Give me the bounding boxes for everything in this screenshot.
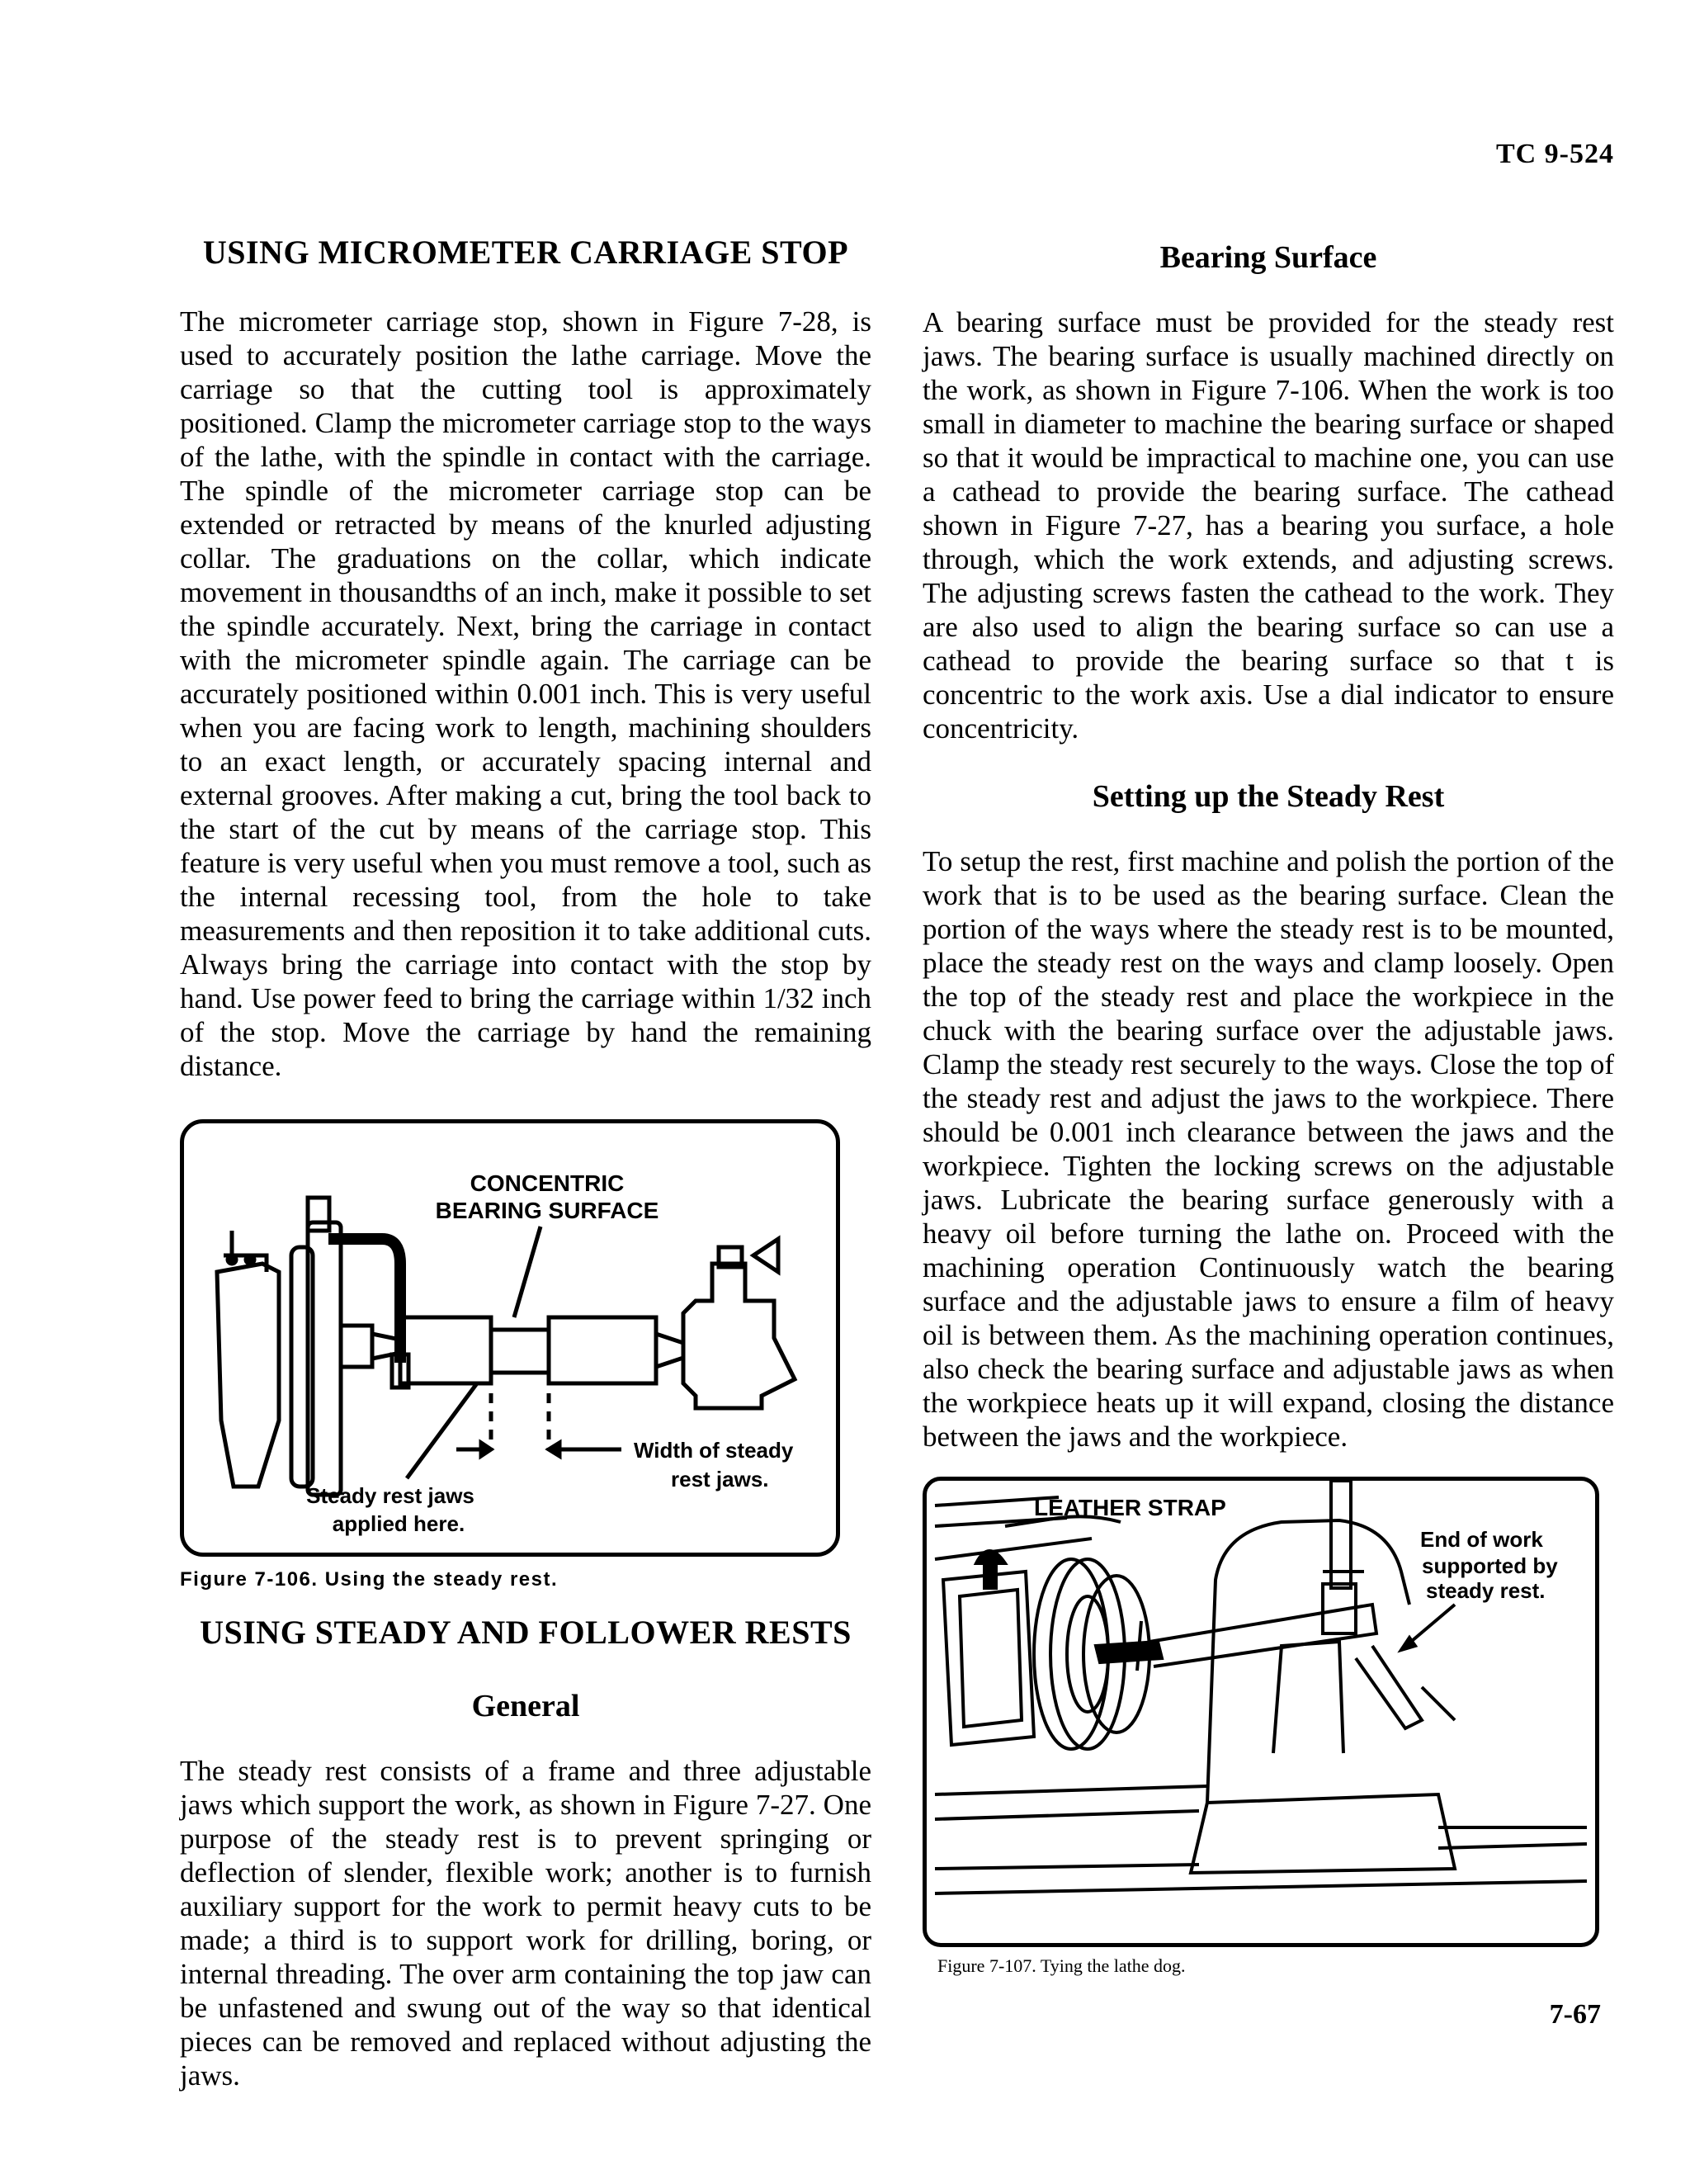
right-column [923,233,1614,1977]
label-end-of-work-line2: supported by [1422,1553,1558,1578]
subheading-bearing-surface: Bearing Surface [1159,240,1377,275]
subheading-general: General [471,1689,580,1723]
page-number: 7-67 [1549,1999,1601,2030]
paragraph-setting-up-steady-rest: To setup the rest, first machine and polish the portion of the work that is to be used as the bearing surface. Clean the portion of the ways where the steady rest is to be mounted, place the steady rest on the ways and clamp loosely. Open the top of the steady rest and place the workpiece in the chuck with the bearing surface over the adjustable jaws. Clamp the steady rest securely to the ways. Close the top of the steady rest and adjust the jaws to the workpiece. There should be 0.001 inch clearance between the jaws and the workpiece. Tighten the locking screws on the adjustable jaws. Lubricate the bearing surface generously with a heavy oil before turning the lathe on. Proceed with the machining operation Continuously watch the bearing surface and the adjustable jaws to ensure a film of heavy oil is between them. As the machining operation continues, also check the bearing surface and adjustable jaws as when the workpiece heats up it will expand, closing the distance between the jaws and the workpiece. [923,845,1614,1453]
paragraph-micrometer-carriage-stop: The micrometer carriage stop, shown in Figure 7-28, is used to accurately position the lathe carriage. Move the carriage so that the cutting tool is approximately positioned. Clamp the micrometer carriage stop to the ways of the lathe, with the spindle in contact with the carriage. The spindle of the micrometer carriage stop can be extended or retracted by means of the knurled adjusting collar. The graduations on the collar, which indicate movement in thousandths of an inch, make it possible to set the spindle accurately. Next, bring the carriage in contact with the micrometer spindle again. The carriage can be accurately positioned within 0.001 inch. This is very useful when you are facing work to length, machining shoulders to an exact length, or accurately spacing internal and external grooves. After making a cut, bring the tool back to the start of the cut by means of the carriage stop. This feature is very useful when you must remove a tool, such as the internal recessing tool, from the hole to take measurements and then reposition it to take additional cuts. Always bring the carriage into contact with the stop by hand. Use power feed to bring the carriage within 1/32 inch of the stop. Move the carriage by hand the remaining distance. [180,305,871,1082]
label-width-line1: Width of steady [634,1438,794,1463]
left-column [180,233,871,2092]
label-concentric-line2: BEARING SURFACE [435,1198,659,1223]
label-leather-strap: LEATHER STRAP [1034,1495,1226,1520]
label-jaws-line2: applied here. [332,1511,465,1536]
paragraph-general: The steady rest consists of a frame and three adjustable jaws which support the work, as shown in Figure 7-27. One purpose of the steady rest is to prevent springing or deflection of slender, flexible work; another is to furnish auxiliary support for the work to permit heavy cuts to be made; a third is to support work for drilling, boring, or internal threading. The over arm containing the top jaw can be unfastened and swung out of the way so that identical pieces can be removed and replaced without adjusting the jaws. [180,1755,871,2092]
figure-7-107 [923,1477,1599,1947]
lathe-dog-diagram [927,1481,1595,1943]
heading-micrometer-carriage-stop: USING MICROMETER CARRIAGE STOP [202,234,849,271]
label-jaws-line1: Steady rest jaws [306,1483,474,1508]
figure-7-106-caption: Figure 7-106. Using the steady rest. [180,1568,559,1591]
paragraph-bearing-surface: A bearing surface must be provided for the steady rest jaws. The bearing surface is usually machined directly on the work, as shown in Figure 7-106. When the work is too small in diameter to machine the bearing surface or shaped so that it would be impractical to machine one, you can use a cathead to provide the bearing surface. The cathead shown in Figure 7-27, has a bearing you surface, a hole through, which the work extends, and adjusting screws. The adjusting screws fasten the cathead to the work. They are also used to align the bearing surface so can use a cathead to provide the bearing surface so that t is concentric to the work axis. Use a dial indicator to ensure concentricity. [923,306,1614,745]
figure-7-107-caption: Figure 7-107. Tying the lathe dog. [937,1955,1186,1976]
label-width-line2: rest jaws. [671,1467,769,1491]
label-concentric-line1: CONCENTRIC [470,1170,625,1196]
label-end-of-work-line1: End of work [1420,1527,1543,1552]
label-end-of-work-line3: steady rest. [1426,1578,1546,1603]
heading-steady-follower-rests: USING STEADY AND FOLLOWER RESTS [200,1614,852,1651]
steady-rest-diagram [184,1123,836,1553]
subheading-setting-up-steady-rest: Setting up the Steady Rest [1092,779,1445,814]
document-id: TC 9-524 [1495,139,1614,169]
figure-7-106 [180,1119,840,1557]
